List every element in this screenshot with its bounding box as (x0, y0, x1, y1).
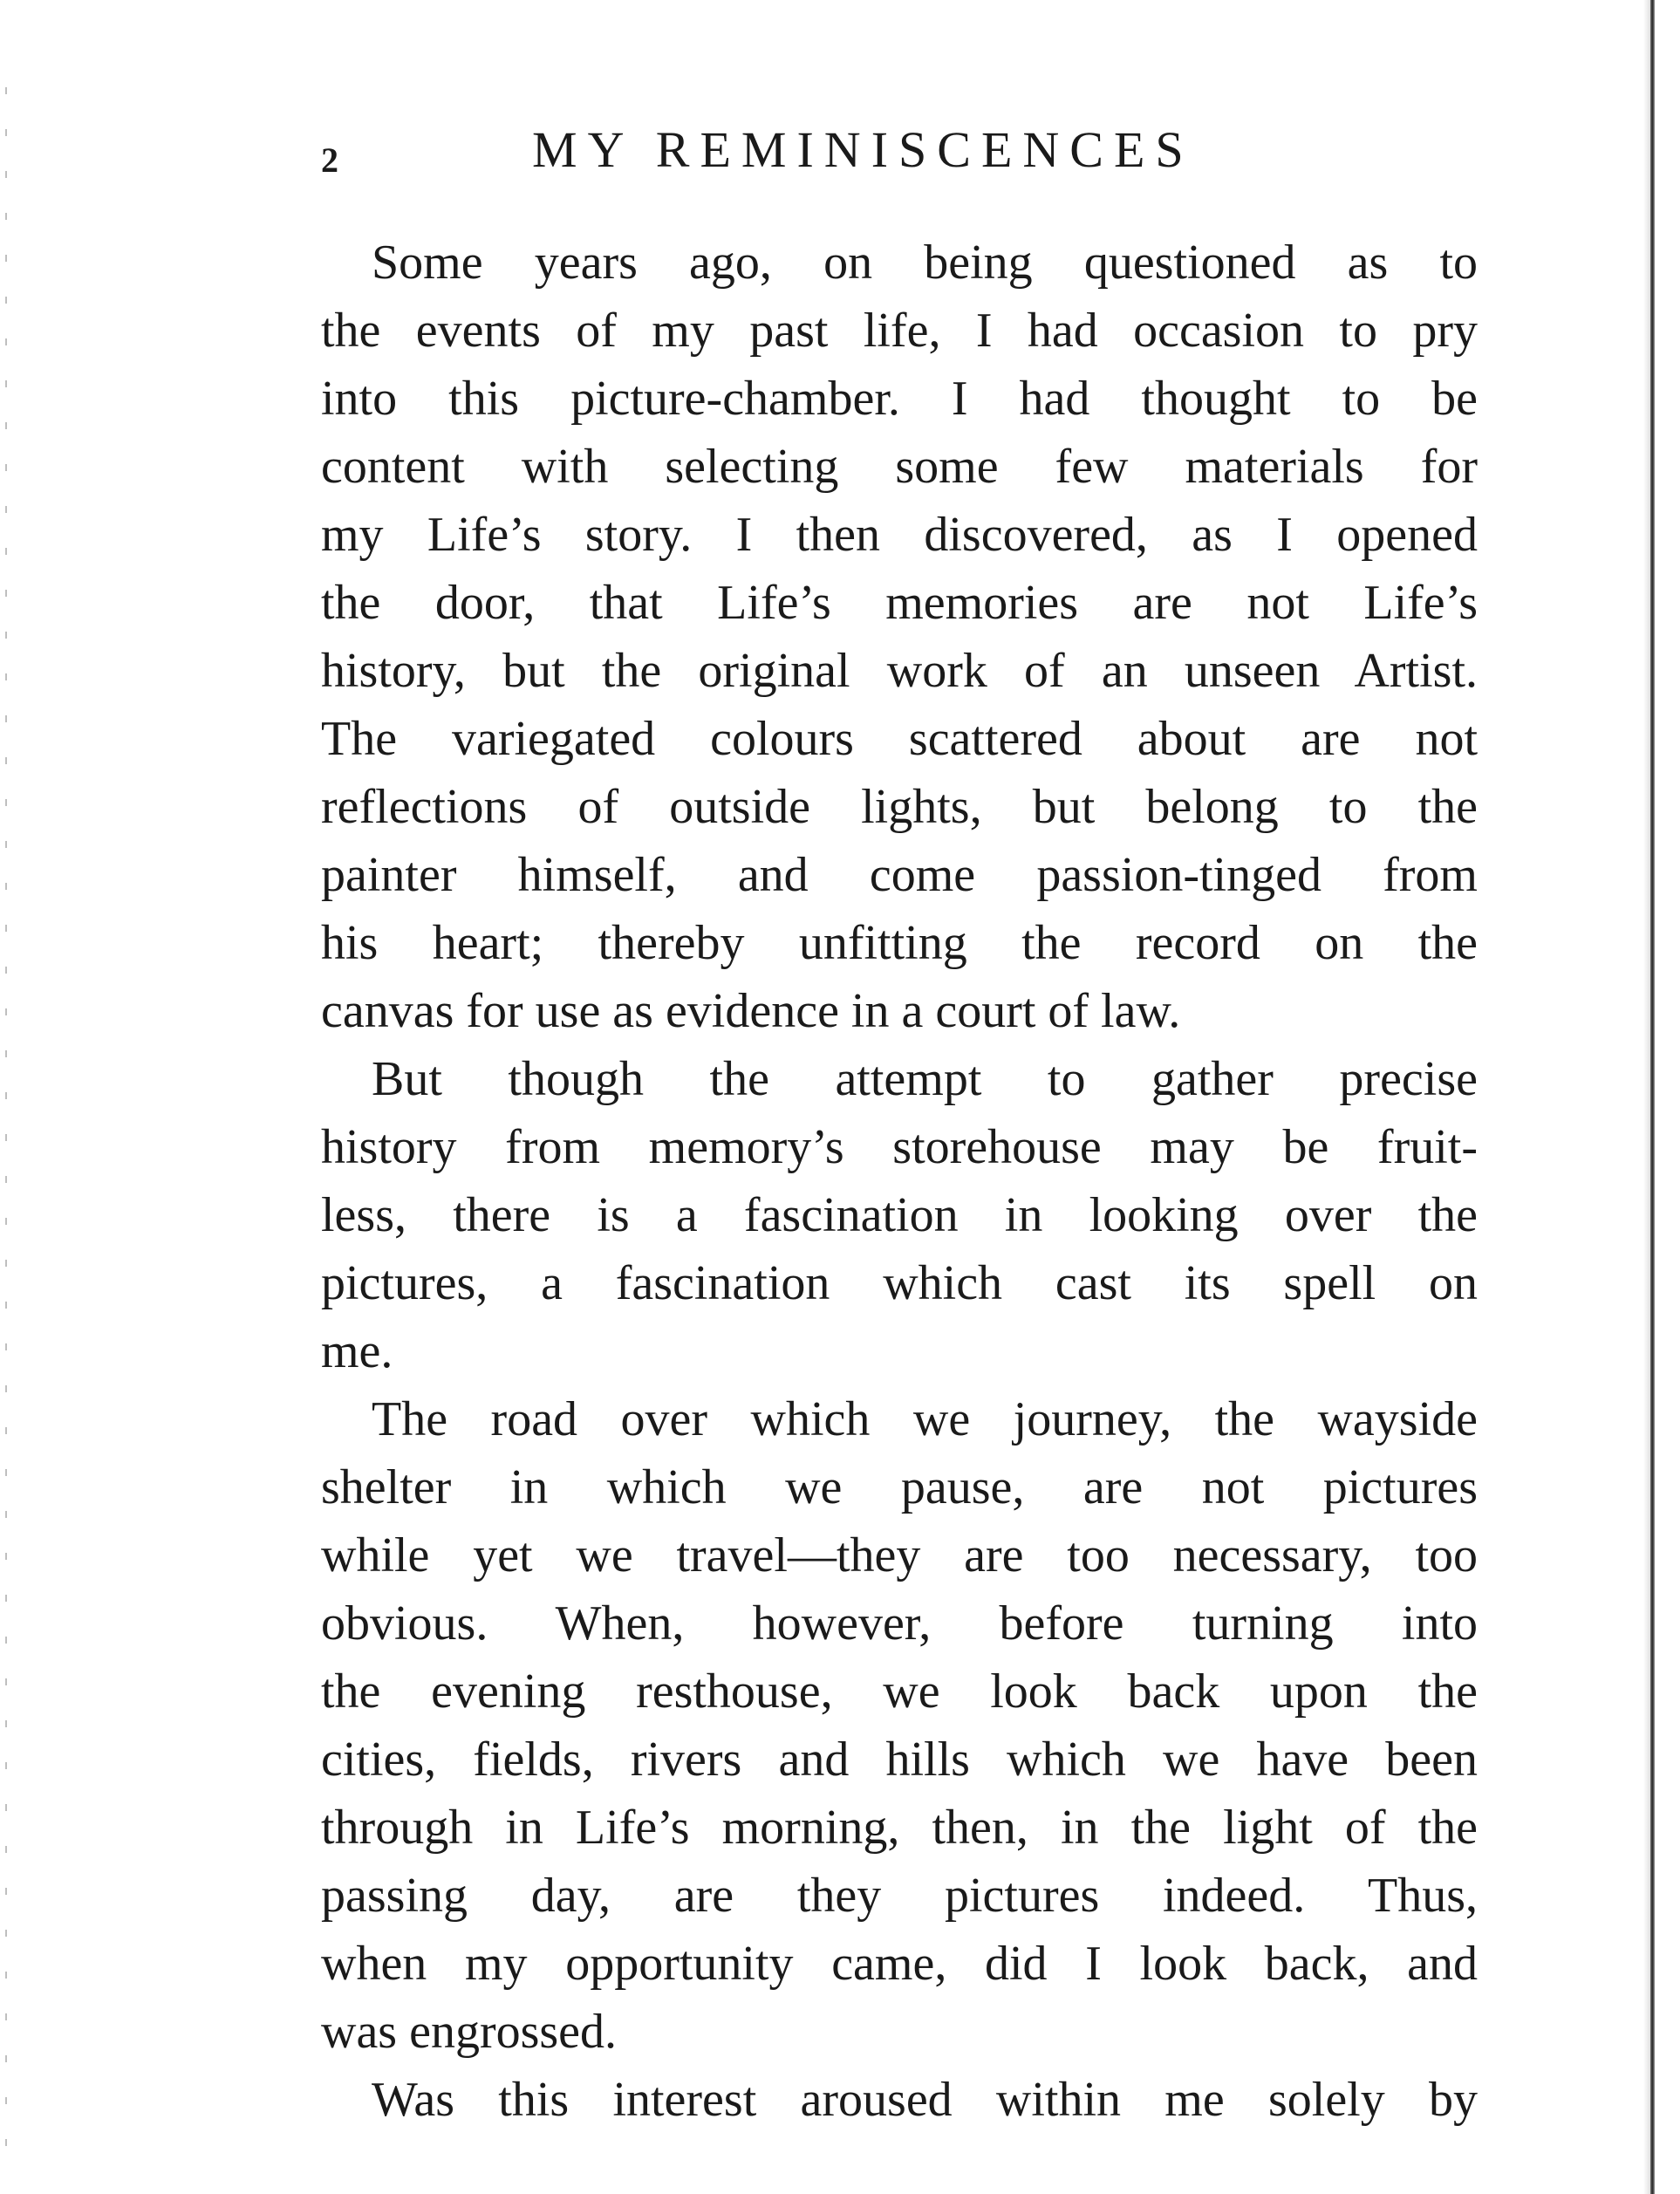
text-line: the events of my past life, I had occasion to pry (321, 304, 1478, 358)
paragraph-3 (321, 1385, 1478, 2066)
text-line: the door, that Life’s memories are not Life’s (321, 576, 1478, 630)
text-line: while yet we travel—they are too necessary, too (321, 1528, 1478, 1582)
text-line: canvas for use as evidence in a court of law. (321, 984, 1181, 1038)
scan-edge-left (5, 52, 7, 2163)
text-line: reflections of outside lights, but belong to the (321, 780, 1478, 834)
text-line: my Life’s story. I then discovered, as I opened (321, 508, 1478, 562)
text-line: Was this interest aroused within me solely by (372, 2073, 1478, 2127)
running-head (321, 120, 1478, 190)
text-line: The road over which we journey, the wayside (372, 1392, 1478, 1446)
text-line: through in Life’s morning, then, in the light of the (321, 1801, 1478, 1855)
text-line: his heart; thereby unfitting the record on the (321, 916, 1478, 970)
text-line: history from memory’s storehouse may be fruit- (321, 1120, 1478, 1174)
page-number: 2 (321, 140, 338, 180)
text-line: content with selecting some few materials for (321, 440, 1478, 494)
text-line: cities, fields, rivers and hills which we have been (321, 1733, 1478, 1787)
text-line: into this picture-chamber. I had thought to be (321, 372, 1478, 426)
text-line: me. (321, 1324, 393, 1378)
text-line: Some years ago, on being questioned as to (372, 236, 1478, 290)
text-line: the evening resthouse, we look back upon the (321, 1664, 1478, 1719)
text-line: less, there is a fascination in looking over the (321, 1188, 1478, 1242)
text-line: passing day, are they pictures indeed. Thus, (321, 1869, 1478, 1923)
text-line: But though the attempt to gather precise (372, 1052, 1478, 1106)
text-line: obvious. When, however, before turning into (321, 1596, 1478, 1651)
text-line: painter himself, and come passion-tinged from (321, 848, 1478, 902)
body-text (321, 229, 1478, 2134)
text-line: history, but the original work of an unseen Artist. (321, 644, 1478, 698)
scan-shadow-right (1643, 0, 1650, 2194)
scan-edge-right (1650, 0, 1655, 2194)
text-line: shelter in which we pause, are not pictures (321, 1460, 1478, 1514)
text-line: pictures, a fascination which cast its spell on (321, 1256, 1478, 1310)
running-title: MY REMINISCENCES (532, 121, 1194, 178)
paragraph-1 (321, 229, 1478, 1045)
text-line: was engrossed. (321, 2005, 618, 2059)
text-line: when my opportunity came, did I look back, and (321, 1937, 1478, 1991)
text-line: The variegated colours scattered about are not (321, 712, 1478, 766)
paragraph-2 (321, 1045, 1478, 1385)
paragraph-4 (321, 2066, 1478, 2134)
